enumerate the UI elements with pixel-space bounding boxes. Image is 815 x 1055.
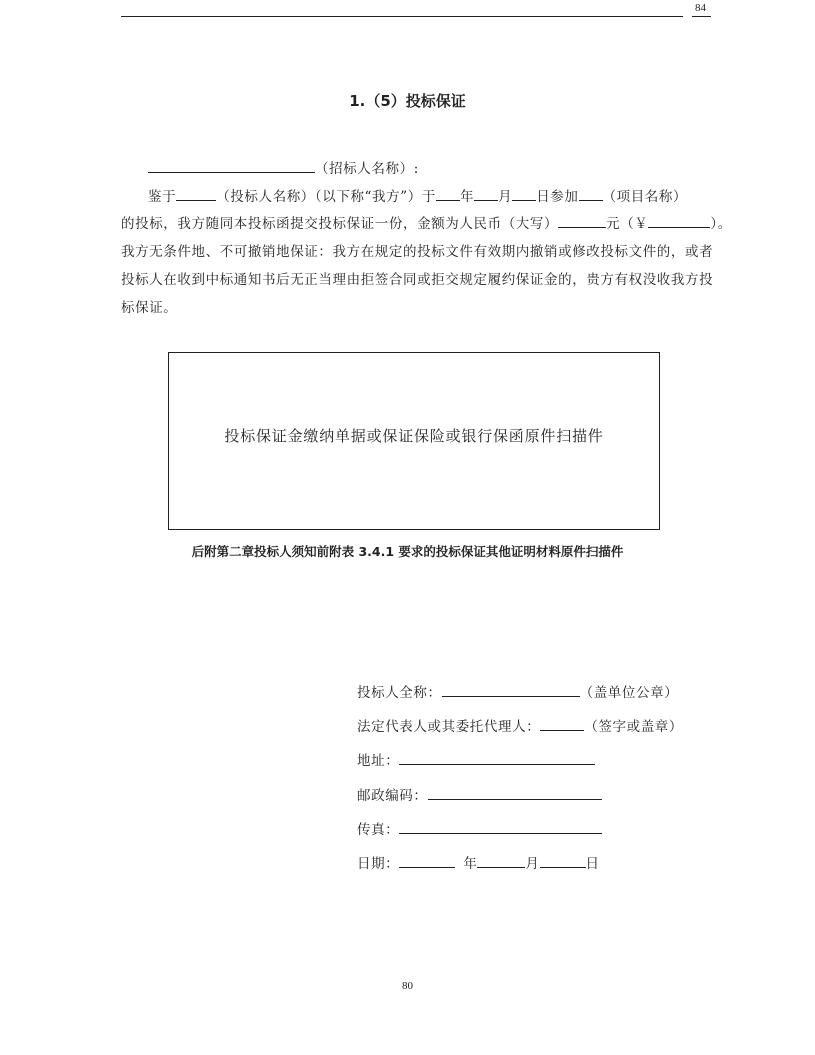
fax-label: 传真： (357, 822, 400, 838)
project-name-blank (579, 188, 603, 201)
address-field (399, 752, 595, 765)
date-month-field (477, 855, 525, 868)
scan-box-caption: 后附第二章投标人须知前附表 3.4.1 要求的投标保证其他证明材料原件扫描件 (191, 544, 624, 559)
bidder-name-blank (176, 188, 216, 201)
body-line1-text-a: 鉴于 (148, 189, 177, 205)
address-label: 地址： (357, 753, 400, 769)
date-month-label: 月 (525, 856, 540, 872)
fax-row (357, 818, 602, 838)
representative-label: 法定代表人或其委托代理人： (357, 719, 541, 735)
bidder-seal-note: （盖单位公章） (579, 685, 679, 701)
amount-words-blank (558, 215, 606, 228)
bidder-name-field (442, 684, 580, 697)
fax-field (399, 821, 602, 834)
day-blank (512, 188, 536, 201)
body-line-4: 投标人在收到中标通知书后无正当理由拒签合同或拒交规定履约保证金的，贵方有权没收我方投 (121, 272, 714, 288)
addressee-line (148, 157, 419, 177)
body-line2-text-a: 的投标，我方随同本投标函提交投标保证一份，金额为人民币（大写） (121, 216, 559, 232)
body-line1-text-c: 日参加 (536, 189, 579, 205)
date-year-label: 年 (463, 856, 478, 872)
body-line-5: 标保证。 (121, 300, 178, 316)
representative-field (540, 718, 584, 731)
body-line-3: 我方无条件地、不可撤销地保证：我方在规定的投标文件有效期内撤销或修改投标文件的，或者 (121, 244, 714, 260)
bidder-name-row (357, 681, 678, 701)
header-page-number: 84 (695, 2, 706, 14)
body-line-2 (121, 212, 732, 232)
scan-placeholder-box (168, 352, 660, 530)
body-line1-text-d: （项目名称） (602, 189, 688, 205)
body-line1-text-b: （投标人名称）（以下称“我方”）于 (216, 189, 436, 205)
body-line2-text-c: ）。 (710, 216, 732, 232)
date-row (357, 852, 600, 872)
body-line1-year: 年 (459, 189, 475, 205)
postcode-label: 邮政编码： (357, 788, 428, 804)
footer-page-number: 80 (402, 980, 413, 992)
postcode-field (428, 787, 602, 800)
date-label: 日期： (357, 856, 400, 872)
body-line2-text-b: 元（￥ (606, 216, 649, 232)
representative-row (357, 715, 683, 735)
month-blank (474, 188, 498, 201)
addressee-blank (148, 160, 315, 173)
body-line-1 (148, 185, 687, 205)
scan-placeholder-text: 投标保证金缴纳单据或保证保险或银行保函原件扫描件 (224, 427, 604, 445)
header-page-rule (692, 16, 711, 17)
amount-figures-blank (648, 215, 710, 228)
date-day-label: 日 (585, 856, 600, 872)
date-day-field (540, 855, 586, 868)
representative-sign-note: （签字或盖章） (584, 719, 684, 735)
addressee-suffix: （招标人名称）: (315, 161, 419, 177)
bidder-name-label: 投标人全称： (357, 685, 442, 701)
page-title: 1.（5）投标保证 (349, 92, 466, 110)
date-year-field (399, 855, 455, 868)
body-line1-month: 月 (498, 189, 513, 205)
header-rule (121, 16, 683, 17)
postcode-row (357, 784, 602, 804)
address-row (357, 749, 595, 769)
year-blank (436, 188, 460, 201)
